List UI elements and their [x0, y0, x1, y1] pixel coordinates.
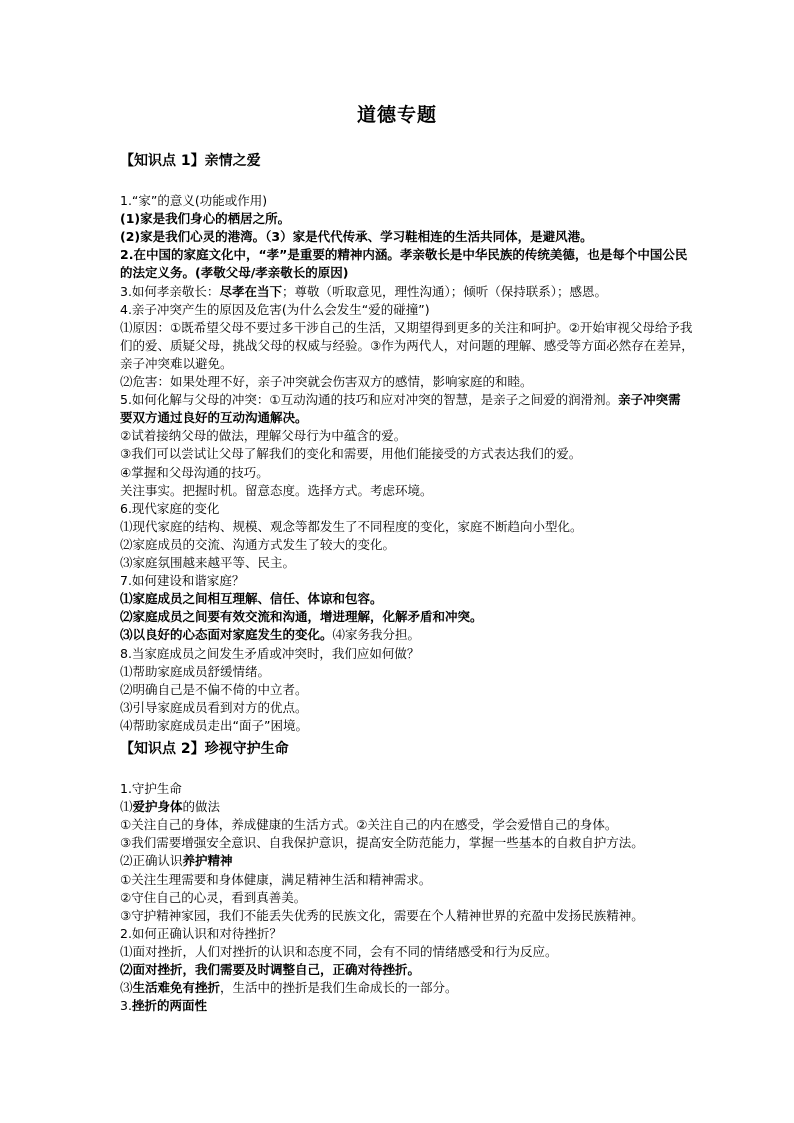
section-1-line-13: 要双方通过良好的互动沟通解决。 [120, 410, 308, 426]
section-1-line-24: ⑵家庭成员之间要有效交流和沟通，增进理解，化解矛盾和冲突。 [120, 609, 483, 625]
section-1-line-11: ⑵危害：如果处理不好，亲子冲突就会伤害双方的感情，影响家庭的和睦。 [120, 374, 533, 389]
section-2-line-10: ⑴面对挫折，人们对挫折的认识和态度不同，会有不同的情绪感受和行为反应。 [120, 943, 558, 959]
section-1-line-25: ⑶以良好的心态面对家庭发生的变化。⑷家务我分担。 [120, 627, 421, 643]
section-1-line-22: 7.如何建设和谐家庭？ [120, 573, 245, 589]
section-2-line-11: ⑵面对挫折，我们需要及时调整自己，正确对待挫折。 [120, 962, 421, 977]
section-1-line-2: (1)家是我们身心的栖居之所。 [120, 211, 291, 227]
section-1-line-9: 们的爱、质疑父母，挑战父母的权威与经验。③作为两代人，对问题的理解、感受等方面必然存在差异， [120, 337, 694, 353]
section-2-line-5: ⑵正确认识养护精神 [120, 853, 233, 869]
section-2-line-6: ①关注生理需要和身体健康，满足精神生活和精神需求。 [120, 871, 432, 887]
section-1-line-6: 3.如何孝亲敬长：尽孝在当下；尊敬（听取意见，理性沟通）；倾听（保持联系）；感恩。 [120, 283, 607, 299]
section-2-line-1: 1.守护生命 [120, 781, 182, 796]
section-1-line-7: 4.亲子冲突产生的原因及危害(为什么会发生“爱的碰撞”) [120, 301, 430, 317]
section-1-line-27: ⑴帮助家庭成员舒缓情绪。 [120, 663, 271, 679]
section-1-line-5: 的法定义务。(孝敬父母/孝亲敬长的原因) [120, 265, 349, 281]
section-2-line-9: 2.如何正确认识和对待挫折？ [120, 925, 282, 941]
section-1-line-21: ⑶家庭氛围越来越平等、民主。 [120, 555, 296, 570]
section-1-line-15: ③我们可以尝试让父母了解我们的变化和需要，用他们能接受的方式表达我们的爱。 [120, 446, 582, 462]
section-1-line-28: ⑵明确自己是不偏不倚的中立者。 [120, 681, 308, 697]
section-1-line-14: ②试着接纳父母的做法，理解父母行为中蕴含的爱。 [120, 428, 407, 444]
section-2-line-12: ⑶生活难免有挫折，生活中的挫折是我们生命成长的一部分。 [120, 980, 458, 996]
section-1-line-17: 关注事实。把握时机。留意态度。选择方式。考虑环境。 [120, 482, 433, 498]
section-heading-1: 【知识点 1】亲情之爱 [120, 153, 261, 169]
section-1-line-4: 2.在中国的家庭文化中，“孝”是重要的精神内涵。孝亲敬长是中华民族的传统美德，也是每个中国公民 [120, 247, 688, 263]
section-2-line-4: ③我们需要增强安全意识、自我保护意识，提高安全防范能力，掌握一些基本的自救自护方法。 [120, 835, 644, 851]
section-2-line-2: ⑴爱护身体的做法 [120, 799, 221, 815]
section-1-line-8: ⑴原因：①既希望父母不要过多干涉自己的生活，又期望得到更多的关注和呵护。②开始审视父母给予我 [120, 319, 693, 335]
section-1-line-16: ④掌握和父母沟通的技巧。 [120, 464, 269, 480]
section-1-line-10: 亲子冲突难以避免。 [120, 355, 233, 371]
section-2-line-7: ②守住自己的心灵，看到真善美。 [120, 889, 307, 905]
section-1-line-30: ⑷帮助家庭成员走出“面子”困境。 [120, 717, 308, 733]
section-1-line-29: ⑶引导家庭成员看到对方的优点。 [120, 699, 308, 715]
section-2-line-13: 3.挫折的两面性 [120, 998, 207, 1014]
section-1-line-18: 6.现代家庭的变化 [120, 500, 220, 516]
section-1-line-1: 1.“家”的意义(功能或作用) [120, 193, 268, 208]
section-1-line-23: ⑴家庭成员之间相互理解、信任、体谅和包容。 [120, 591, 383, 607]
section-2-line-8: ③守护精神家园，我们不能丢失优秀的民族文化，需要在个人精神世界的充盈中发扬民族精神。 [120, 907, 644, 923]
section-2-line-3: ①关注自己的身体，养成健康的生活方式。②关注自己的内在感受，学会爱惜自己的身体。 [120, 817, 618, 833]
section-1-line-12: 5.如何化解与父母的冲突：①互动沟通的技巧和应对冲突的智慧，是亲子之间爱的润滑剂。亲子冲突需 [120, 392, 681, 408]
page-title: 道德专题 [356, 104, 437, 126]
section-1-line-3: (2)家是我们心灵的港湾。（3）家是代代传承、学习鞋相连的生活共同体，是避风港。 [120, 229, 593, 245]
section-1-line-20: ⑵家庭成员的交流、沟通方式发生了较大的变化。 [120, 536, 396, 552]
section-1-line-19: ⑴现代家庭的结构、规模、观念等都发生了不同程度的变化，家庭不断趋向小型化。 [120, 518, 583, 534]
section-1-line-26: 8.当家庭成员之间发生矛盾或冲突时，我们应如何做？ [120, 645, 420, 661]
section-heading-2: 【知识点 2】珍视守护生命 [120, 741, 289, 757]
